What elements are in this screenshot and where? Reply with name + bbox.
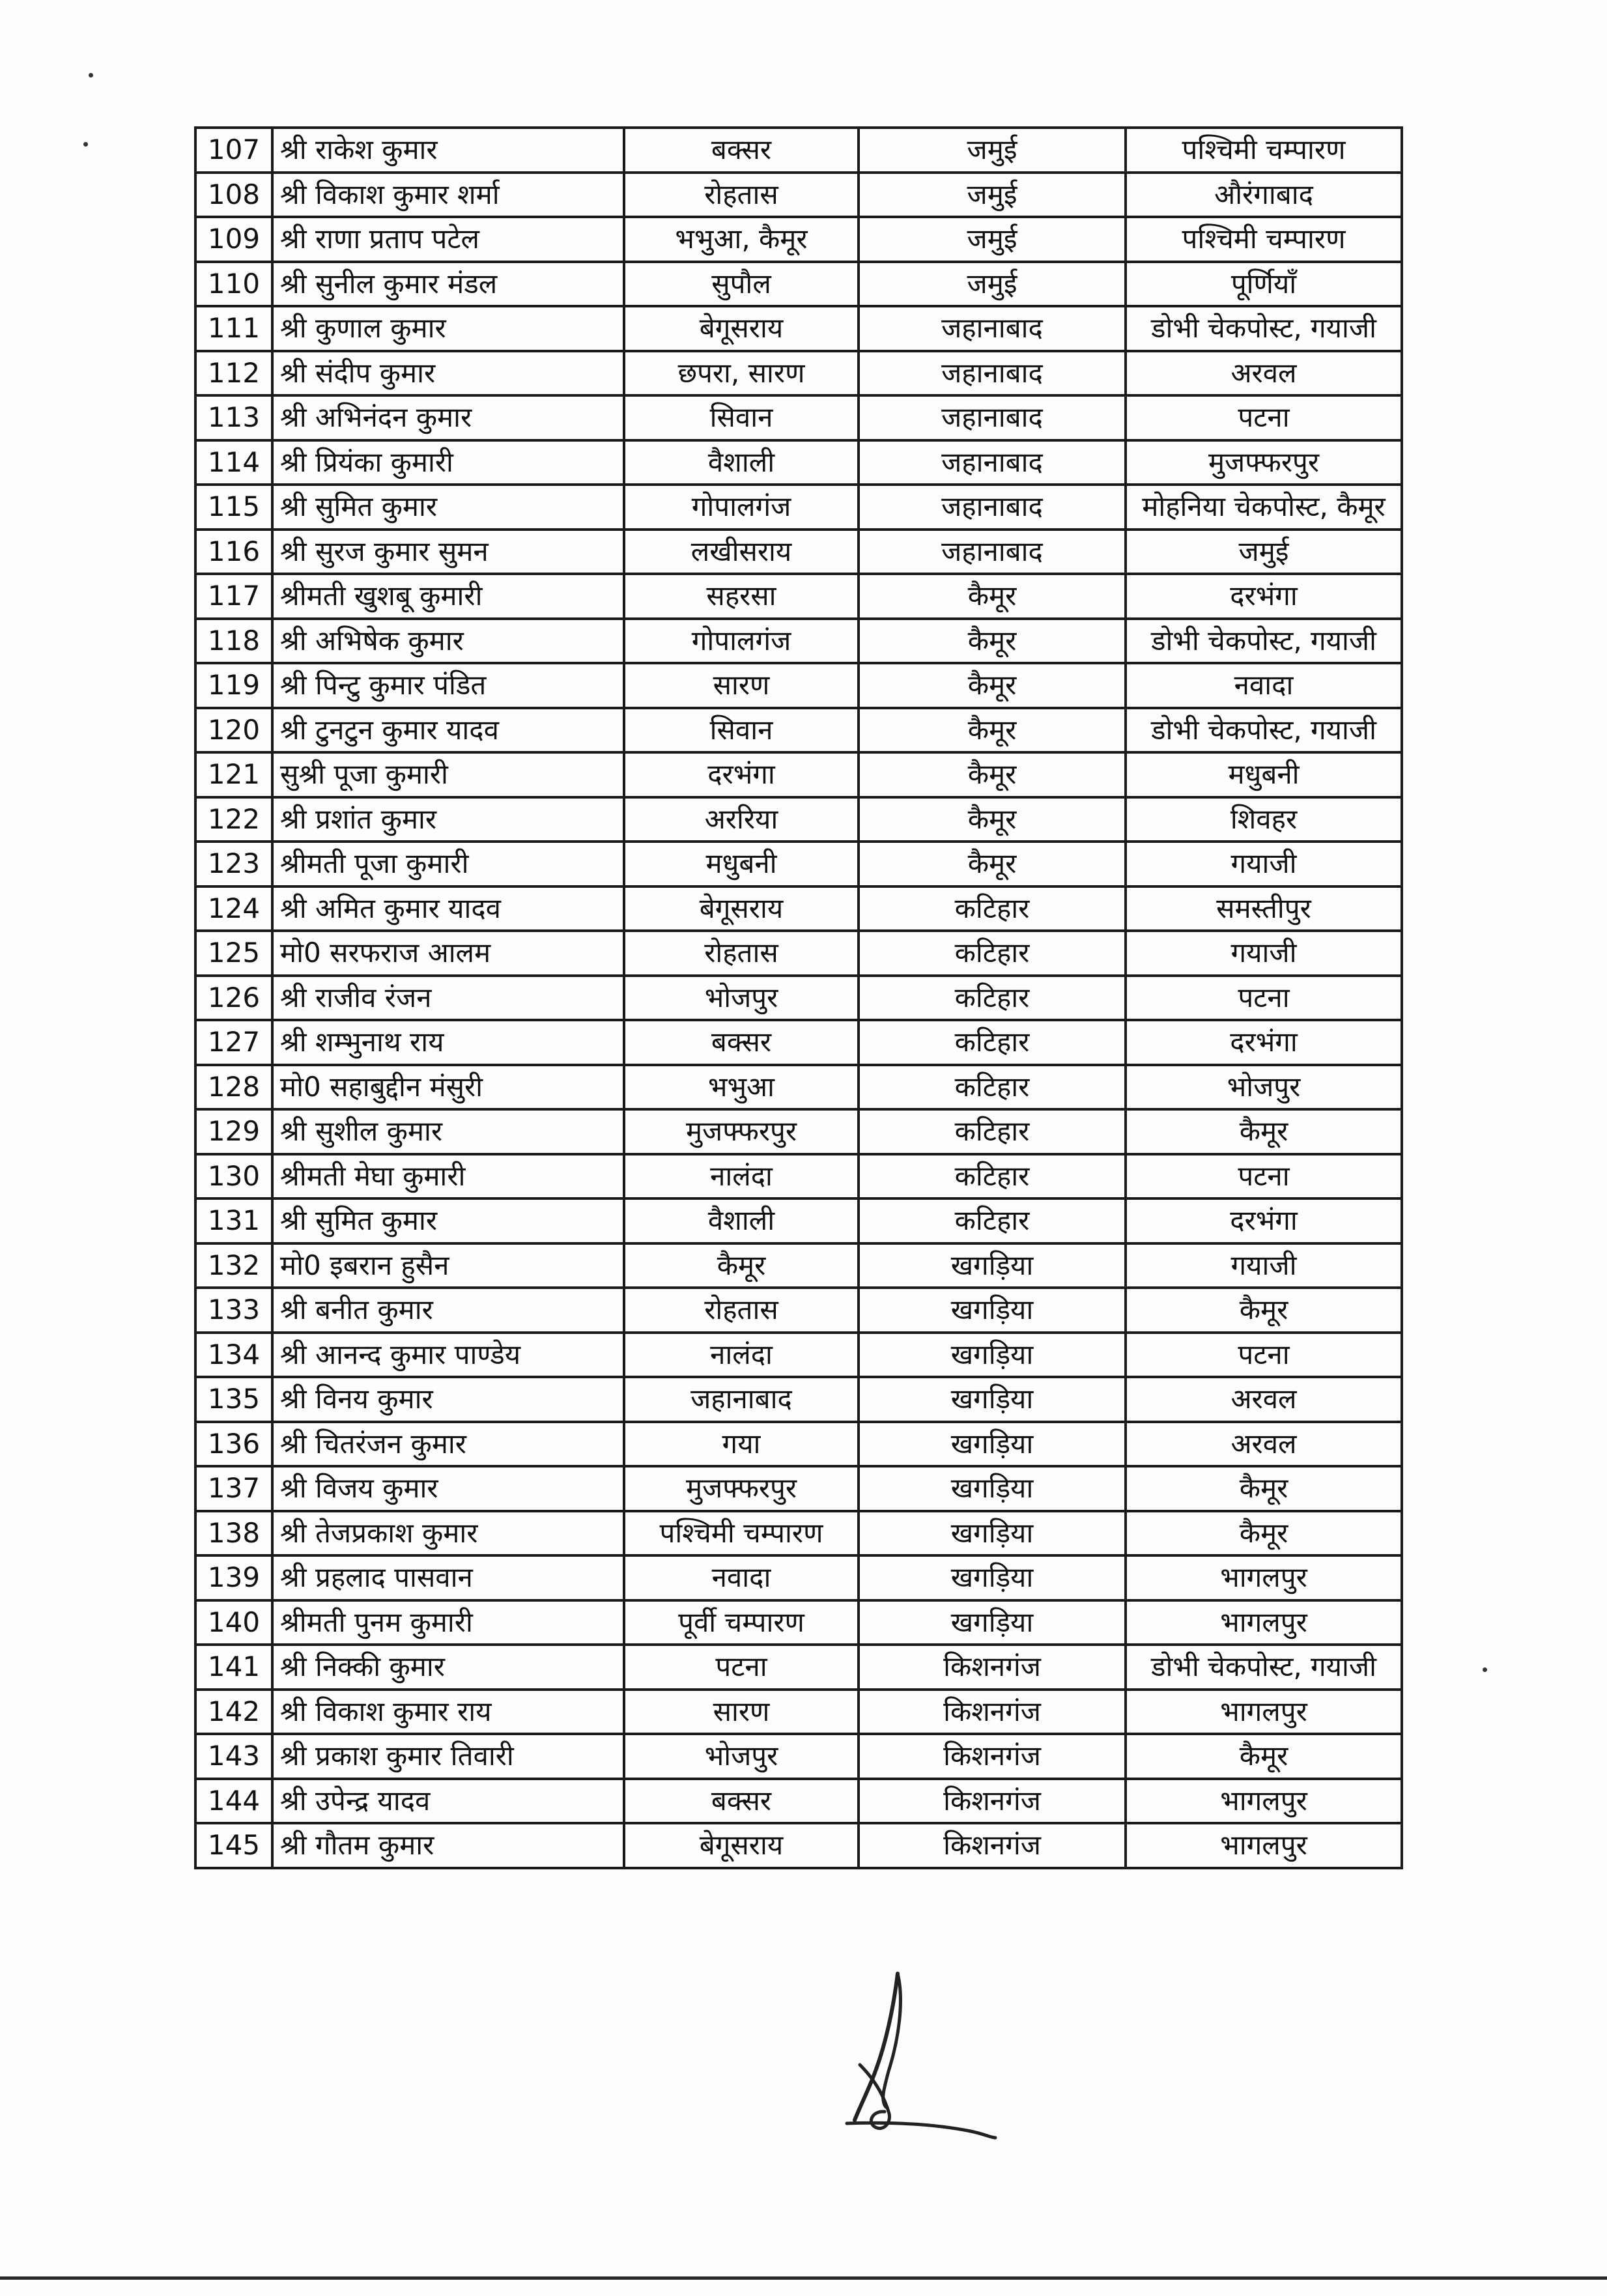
current-posting-cell: बेगूसराय [624, 306, 859, 351]
current-posting-cell: बक्सर [624, 128, 859, 173]
new-posting-cell: भागलपुर [1126, 1600, 1402, 1645]
new-posting-cell: अरवल [1126, 351, 1402, 396]
serial-number-cell: 132 [195, 1243, 272, 1288]
table-row [195, 1065, 1402, 1110]
serial-number-cell: 123 [195, 842, 272, 886]
current-posting-cell: सिवान [624, 708, 859, 753]
current-posting-cell: भभुआ [624, 1065, 859, 1110]
table-row [195, 262, 1402, 307]
current-posting-cell: दरभंगा [624, 752, 859, 797]
officer-name-cell: श्री पिन्टु कुमार पंडित [272, 663, 624, 708]
transfer-to-cell: खगड़िया [859, 1422, 1126, 1467]
table-row [195, 395, 1402, 440]
current-posting-cell: भभुआ, कैमूर [624, 217, 859, 262]
new-posting-cell: पटना [1126, 1154, 1402, 1199]
table-row [195, 619, 1402, 664]
officer-name-cell: श्री प्रशांत कुमार [272, 797, 624, 842]
transfer-table-body [195, 128, 1402, 1868]
current-posting-cell: सारण [624, 663, 859, 708]
table-row [195, 842, 1402, 886]
transfer-to-cell: जमुई [859, 262, 1126, 307]
serial-number-cell: 140 [195, 1600, 272, 1645]
new-posting-cell: डोभी चेकपोस्ट, गयाजी [1126, 619, 1402, 664]
serial-number-cell: 111 [195, 306, 272, 351]
officer-name-cell: श्री अभिनंदन कुमार [272, 395, 624, 440]
transfer-to-cell: जहानाबाद [859, 530, 1126, 574]
current-posting-cell: पूर्वी चम्पारण [624, 1600, 859, 1645]
serial-number-cell: 109 [195, 217, 272, 262]
transfer-to-cell: खगड़िया [859, 1288, 1126, 1333]
current-posting-cell: मुजफ्फरपुर [624, 1466, 859, 1511]
transfer-to-cell: किशनगंज [859, 1734, 1126, 1779]
current-posting-cell: मुजफ्फरपुर [624, 1109, 859, 1154]
table-row [195, 1466, 1402, 1511]
officer-name-cell: श्री राकेश कुमार [272, 128, 624, 173]
serial-number-cell: 124 [195, 886, 272, 931]
new-posting-cell: पटना [1126, 395, 1402, 440]
current-posting-cell: रोहतास [624, 1288, 859, 1333]
table-row [195, 1511, 1402, 1556]
current-posting-cell: सारण [624, 1690, 859, 1735]
officer-name-cell: श्री सुमित कुमार [272, 485, 624, 530]
officer-name-cell: मो0 सहाबुद्दीन मंसुरी [272, 1065, 624, 1110]
current-posting-cell: रोहतास [624, 931, 859, 976]
scan-speck [83, 142, 88, 147]
transfer-to-cell: कैमूर [859, 752, 1126, 797]
current-posting-cell: जहानाबाद [624, 1377, 859, 1422]
current-posting-cell: गोपालगंज [624, 619, 859, 664]
serial-number-cell: 113 [195, 395, 272, 440]
table-row [195, 1020, 1402, 1065]
handwritten-signature-icon [821, 1967, 1016, 2149]
serial-number-cell: 126 [195, 976, 272, 1021]
current-posting-cell: रोहतास [624, 173, 859, 218]
table-row [195, 128, 1402, 173]
current-posting-cell: बक्सर [624, 1020, 859, 1065]
officer-name-cell: श्री विजय कुमार [272, 1466, 624, 1511]
serial-number-cell: 133 [195, 1288, 272, 1333]
table-row [195, 1734, 1402, 1779]
new-posting-cell: पूर्णियाँ [1126, 262, 1402, 307]
new-posting-cell: पश्चिमी चम्पारण [1126, 217, 1402, 262]
transfer-to-cell: किशनगंज [859, 1823, 1126, 1868]
transfer-to-cell: कटिहार [859, 1065, 1126, 1110]
table-row [195, 1198, 1402, 1243]
officer-name-cell: श्री विनय कुमार [272, 1377, 624, 1422]
table-row [195, 886, 1402, 931]
scan-speck [89, 73, 93, 78]
table-row [195, 931, 1402, 976]
serial-number-cell: 130 [195, 1154, 272, 1199]
current-posting-cell: पश्चिमी चम्पारण [624, 1511, 859, 1556]
transfer-table [194, 126, 1403, 1869]
officer-name-cell: श्री निक्की कुमार [272, 1645, 624, 1690]
serial-number-cell: 128 [195, 1065, 272, 1110]
new-posting-cell: मोहनिया चेकपोस्ट, कैमूर [1126, 485, 1402, 530]
officer-name-cell: श्री बनीत कुमार [272, 1288, 624, 1333]
transfer-to-cell: किशनगंज [859, 1690, 1126, 1735]
transfer-to-cell: कैमूर [859, 797, 1126, 842]
serial-number-cell: 118 [195, 619, 272, 664]
new-posting-cell: शिवहर [1126, 797, 1402, 842]
current-posting-cell: सुपौल [624, 262, 859, 307]
officer-name-cell: श्री राणा प्रताप पटेल [272, 217, 624, 262]
new-posting-cell: अरवल [1126, 1377, 1402, 1422]
new-posting-cell: समस्तीपुर [1126, 886, 1402, 931]
transfer-to-cell: खगड़िया [859, 1600, 1126, 1645]
table-row [195, 574, 1402, 619]
current-posting-cell: बेगूसराय [624, 886, 859, 931]
new-posting-cell: पटना [1126, 1333, 1402, 1378]
serial-number-cell: 110 [195, 262, 272, 307]
serial-number-cell: 141 [195, 1645, 272, 1690]
transfer-to-cell: कटिहार [859, 1198, 1126, 1243]
new-posting-cell: डोभी चेकपोस्ट, गयाजी [1126, 306, 1402, 351]
transfer-to-cell: जहानाबाद [859, 440, 1126, 485]
officer-name-cell: सुश्री पूजा कुमारी [272, 752, 624, 797]
serial-number-cell: 145 [195, 1823, 272, 1868]
serial-number-cell: 117 [195, 574, 272, 619]
scan-speck [1483, 1667, 1487, 1672]
current-posting-cell: नालंदा [624, 1154, 859, 1199]
table-row [195, 1645, 1402, 1690]
officer-name-cell: श्री प्रियंका कुमारी [272, 440, 624, 485]
serial-number-cell: 115 [195, 485, 272, 530]
current-posting-cell: कैमूर [624, 1243, 859, 1288]
officer-name-cell: श्री विकाश कुमार शर्मा [272, 173, 624, 218]
serial-number-cell: 107 [195, 128, 272, 173]
new-posting-cell: कैमूर [1126, 1511, 1402, 1556]
officer-name-cell: श्री कुणाल कुमार [272, 306, 624, 351]
transfer-to-cell: कटिहार [859, 1154, 1126, 1199]
officer-name-cell: मो0 इबरान हुसैन [272, 1243, 624, 1288]
serial-number-cell: 139 [195, 1555, 272, 1600]
table-row [195, 1288, 1402, 1333]
serial-number-cell: 137 [195, 1466, 272, 1511]
transfer-to-cell: कटिहार [859, 886, 1126, 931]
new-posting-cell: कैमूर [1126, 1734, 1402, 1779]
current-posting-cell: नालंदा [624, 1333, 859, 1378]
transfer-to-cell: खगड़िया [859, 1555, 1126, 1600]
new-posting-cell: डोभी चेकपोस्ट, गयाजी [1126, 708, 1402, 753]
table-row [195, 663, 1402, 708]
current-posting-cell: नवादा [624, 1555, 859, 1600]
officer-name-cell: श्री आनन्द कुमार पाण्डेय [272, 1333, 624, 1378]
officer-name-cell: श्री अमित कुमार यादव [272, 886, 624, 931]
officer-name-cell: श्री सुशील कुमार [272, 1109, 624, 1154]
officer-name-cell: श्री उपेन्द्र यादव [272, 1779, 624, 1824]
current-posting-cell: लखीसराय [624, 530, 859, 574]
table-row [195, 1377, 1402, 1422]
serial-number-cell: 138 [195, 1511, 272, 1556]
table-row [195, 1779, 1402, 1824]
current-posting-cell: भोजपुर [624, 976, 859, 1021]
current-posting-cell: पटना [624, 1645, 859, 1690]
table-row [195, 1690, 1402, 1735]
serial-number-cell: 119 [195, 663, 272, 708]
table-row [195, 1555, 1402, 1600]
transfer-to-cell: खगड़िया [859, 1333, 1126, 1378]
transfer-to-cell: किशनगंज [859, 1645, 1126, 1690]
current-posting-cell: वैशाली [624, 1198, 859, 1243]
table-row [195, 1422, 1402, 1467]
new-posting-cell: भोजपुर [1126, 1065, 1402, 1110]
current-posting-cell: सहरसा [624, 574, 859, 619]
transfer-to-cell: जमुई [859, 173, 1126, 218]
serial-number-cell: 129 [195, 1109, 272, 1154]
officer-name-cell: श्री प्रकाश कुमार तिवारी [272, 1734, 624, 1779]
new-posting-cell: कैमूर [1126, 1288, 1402, 1333]
table-row [195, 1243, 1402, 1288]
transfer-to-cell: कैमूर [859, 708, 1126, 753]
serial-number-cell: 121 [195, 752, 272, 797]
new-posting-cell: भागलपुर [1126, 1555, 1402, 1600]
table-row [195, 752, 1402, 797]
officer-name-cell: श्रीमती खुशबू कुमारी [272, 574, 624, 619]
serial-number-cell: 120 [195, 708, 272, 753]
transfer-to-cell: कटिहार [859, 976, 1126, 1021]
transfer-to-cell: खगड़िया [859, 1511, 1126, 1556]
officer-name-cell: श्री सुमित कुमार [272, 1198, 624, 1243]
new-posting-cell: गयाजी [1126, 931, 1402, 976]
transfer-to-cell: कटिहार [859, 1109, 1126, 1154]
serial-number-cell: 125 [195, 931, 272, 976]
transfer-to-cell: कैमूर [859, 574, 1126, 619]
current-posting-cell: गोपालगंज [624, 485, 859, 530]
officer-name-cell: श्री सुरज कुमार सुमन [272, 530, 624, 574]
new-posting-cell: डोभी चेकपोस्ट, गयाजी [1126, 1645, 1402, 1690]
transfer-to-cell: जहानाबाद [859, 306, 1126, 351]
officer-name-cell: श्री विकाश कुमार राय [272, 1690, 624, 1735]
table-row [195, 485, 1402, 530]
new-posting-cell: कैमूर [1126, 1466, 1402, 1511]
new-posting-cell: गयाजी [1126, 1243, 1402, 1288]
serial-number-cell: 144 [195, 1779, 272, 1824]
transfer-to-cell: कटिहार [859, 931, 1126, 976]
new-posting-cell: भागलपुर [1126, 1823, 1402, 1868]
current-posting-cell: गया [624, 1422, 859, 1467]
officer-name-cell: श्री शम्भुनाथ राय [272, 1020, 624, 1065]
table-row [195, 440, 1402, 485]
transfer-to-cell: कैमूर [859, 842, 1126, 886]
current-posting-cell: छपरा, सारण [624, 351, 859, 396]
table-row [195, 1109, 1402, 1154]
current-posting-cell: वैशाली [624, 440, 859, 485]
serial-number-cell: 136 [195, 1422, 272, 1467]
table-row [195, 1600, 1402, 1645]
new-posting-cell: दरभंगा [1126, 1198, 1402, 1243]
officer-name-cell: श्री प्रहलाद पासवान [272, 1555, 624, 1600]
new-posting-cell: मधुबनी [1126, 752, 1402, 797]
serial-number-cell: 127 [195, 1020, 272, 1065]
serial-number-cell: 134 [195, 1333, 272, 1378]
officer-name-cell: श्रीमती मेघा कुमारी [272, 1154, 624, 1199]
table-row [195, 530, 1402, 574]
serial-number-cell: 114 [195, 440, 272, 485]
transfer-to-cell: जहानाबाद [859, 351, 1126, 396]
new-posting-cell: भागलपुर [1126, 1779, 1402, 1824]
transfer-to-cell: कैमूर [859, 619, 1126, 664]
officer-name-cell: श्री चितरंजन कुमार [272, 1422, 624, 1467]
current-posting-cell: भोजपुर [624, 1734, 859, 1779]
bottom-edge-line [0, 2276, 1607, 2280]
transfer-to-cell: खगड़िया [859, 1243, 1126, 1288]
table-row [195, 173, 1402, 218]
officer-name-cell: श्री गौतम कुमार [272, 1823, 624, 1868]
new-posting-cell: अरवल [1126, 1422, 1402, 1467]
new-posting-cell: कैमूर [1126, 1109, 1402, 1154]
new-posting-cell: भागलपुर [1126, 1690, 1402, 1735]
serial-number-cell: 122 [195, 797, 272, 842]
new-posting-cell: दरभंगा [1126, 1020, 1402, 1065]
table-row [195, 1823, 1402, 1868]
new-posting-cell: पश्चिमी चम्पारण [1126, 128, 1402, 173]
officer-name-cell: श्री संदीप कुमार [272, 351, 624, 396]
officer-name-cell: श्रीमती पूजा कुमारी [272, 842, 624, 886]
new-posting-cell: गयाजी [1126, 842, 1402, 886]
officer-name-cell: श्री सुनील कुमार मंडल [272, 262, 624, 307]
transfer-to-cell: कटिहार [859, 1020, 1126, 1065]
current-posting-cell: मधुबनी [624, 842, 859, 886]
current-posting-cell: सिवान [624, 395, 859, 440]
transfer-to-cell: जमुई [859, 128, 1126, 173]
table-row [195, 217, 1402, 262]
transfer-to-cell: खगड़िया [859, 1466, 1126, 1511]
serial-number-cell: 143 [195, 1734, 272, 1779]
transfer-to-cell: जहानाबाद [859, 485, 1126, 530]
serial-number-cell: 135 [195, 1377, 272, 1422]
new-posting-cell: नवादा [1126, 663, 1402, 708]
officer-name-cell: मो0 सरफराज आलम [272, 931, 624, 976]
new-posting-cell: दरभंगा [1126, 574, 1402, 619]
table-row [195, 1333, 1402, 1378]
transfer-to-cell: जमुई [859, 217, 1126, 262]
serial-number-cell: 116 [195, 530, 272, 574]
serial-number-cell: 112 [195, 351, 272, 396]
table-row [195, 976, 1402, 1021]
officer-name-cell: श्रीमती पुनम कुमारी [272, 1600, 624, 1645]
officer-name-cell: श्री राजीव रंजन [272, 976, 624, 1021]
transfer-to-cell: कैमूर [859, 663, 1126, 708]
new-posting-cell: पटना [1126, 976, 1402, 1021]
table-row [195, 351, 1402, 396]
new-posting-cell: जमुई [1126, 530, 1402, 574]
table-row [195, 1154, 1402, 1199]
transfer-to-cell: जहानाबाद [859, 395, 1126, 440]
serial-number-cell: 108 [195, 173, 272, 218]
table-row [195, 708, 1402, 753]
officer-name-cell: श्री तेजप्रकाश कुमार [272, 1511, 624, 1556]
transfer-to-cell: किशनगंज [859, 1779, 1126, 1824]
table-row [195, 797, 1402, 842]
table-row [195, 306, 1402, 351]
officer-name-cell: श्री टुनटुन कुमार यादव [272, 708, 624, 753]
serial-number-cell: 131 [195, 1198, 272, 1243]
officer-name-cell: श्री अभिषेक कुमार [272, 619, 624, 664]
transfer-to-cell: खगड़िया [859, 1377, 1126, 1422]
new-posting-cell: औरंगाबाद [1126, 173, 1402, 218]
current-posting-cell: अररिया [624, 797, 859, 842]
current-posting-cell: बक्सर [624, 1779, 859, 1824]
serial-number-cell: 142 [195, 1690, 272, 1735]
new-posting-cell: मुजफ्फरपुर [1126, 440, 1402, 485]
current-posting-cell: बेगूसराय [624, 1823, 859, 1868]
